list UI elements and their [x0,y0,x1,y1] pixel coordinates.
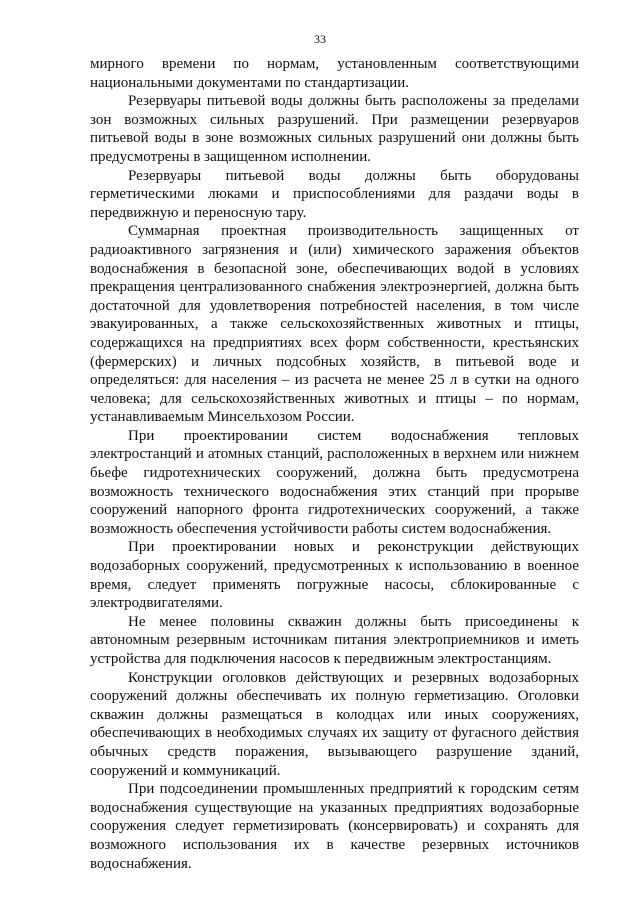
document-body [90,55,579,873]
paragraph: Суммарная проектная производительность защищенных от радиоактивного загрязнения и (или) химического заражения объектов водоснабжения в безопасной зоне, обеспечивающих водой в условиях прекращения централизованного снабжения электроэнергией, должна быть достаточной для удовлетворения потребностей населения, в том числе эвакуированных, а также сельскохозяйственных животных и птицы, содержащихся на предприятиях всех форм собственности, крестьянских (фермерских) и личных подсобных хозяйств, в питьевой воде и определяться: для населения – из расчета не менее 25 л в сутки на одного человека; для сельскохозяйственных животных и птицы – по нормам, устанавливаемым Минсельхозом России. [90,223,579,426]
paragraph: При подсоединении промышленных предприятий к городским сетям водоснабжения существующие на указанных предприятиях водозаборные сооружения следует герметизировать (консервировать) и сохранять для возможного использования их в качестве резервных источников водоснабжения. [90,781,579,872]
paragraph: Конструкции оголовков действующих и резервных водозаборных сооружений должны обеспечивать их полную герметизацию. Оголовки скважин должны размещаться в колодцах или иных сооружениях, обеспечивающих в необходимых случаях их защиту от фугасного действия обычных средств поражения, вызывающего разрушение зданий, сооружений и коммуникаций. [90,669,579,779]
paragraph: При проектировании новых и реконструкции действующих водозаборных сооружений, предусмотренных к использованию в военное время, следует применять погружные насосы, сблокированные с электродвигателями. [90,539,579,612]
paragraph: При проектировании систем водоснабжения тепловых электростанций и атомных станций, расположенных в верхнем или нижнем бьефе гидротехнических сооружений, должна быть предусмотрена возможность технического водоснабжения этих станций при прорыве сооружений напорного фронта гидротехнических сооружений, а также возможность обеспечения устойчивости работы систем водоснабжения. [90,427,579,537]
paragraph: Резервуары питьевой воды должны быть оборудованы герметическими люками и приспособлениями для раздачи воды в передвижную и переносную тару. [90,167,579,221]
paragraph: мирного времени по нормам, установленным соответствующими национальными документами по стандартизации. [90,56,579,91]
paragraph: Не менее половины скважин должны быть присоединены к автономным резервным источникам питания электроприемников и иметь устройства для подключения насосов к передвижным электростанциям. [90,613,579,667]
page-number: 33 [314,32,326,46]
paragraph: Резервуары питьевой воды должны быть расположены за пределами зон возможных сильных разрушений. При размещении резервуаров питьевой воды в зоне возможных сильных разрушений они должны быть предусмотрены в защищенном исполнении. [90,93,579,165]
